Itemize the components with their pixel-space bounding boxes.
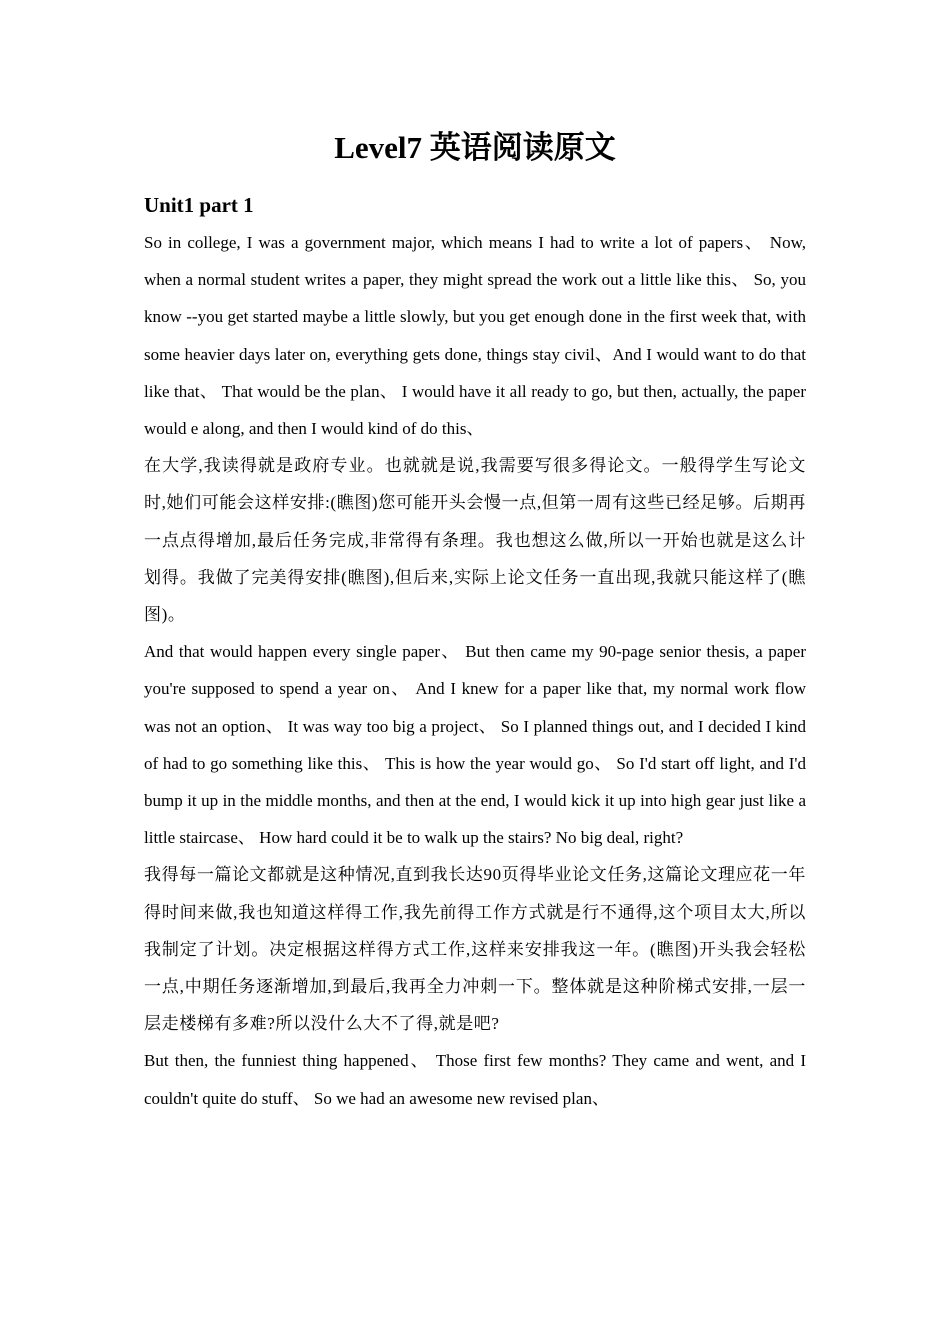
paragraph-english-3: But then, the funniest thing happened、 Those first few months? They came and went, and I couldn't quite do stuff、 So we had an awesome new revised plan、 [144,1051,806,1108]
section-heading: Unit1 part 1 [144,193,254,217]
paragraph-chinese-2: 我得每一篇论文都就是这种情况,直到我长达90页得毕业论文任务,这篇论文理应花一年得时间来做,我也知道这样得工作,我先前得工作方式就是行不通得,这个项目太大,所以我制定了计划。决定根据这样得方式工作,这样来安排我这一年。(瞧图)开头我会轻松一点,中期任务逐渐增加,到最后,我再全力冲刺一下。整体就是这种阶梯式安排,一层一层走楼梯有多难?所以没什么大不了得,就是吧? [144,865,806,1034]
document-body [144,188,806,1117]
paragraph-english-1: So in college, I was a government major, which means I had to write a lot of papers、 Now, when a normal student writes a paper, they might spread the work out a little like this、 So, you know --you get started maybe a little slowly, but you get enough done in the first week that, with some heavier days later on, everything gets done, things stay civil、And I would want to do that like that、 That would be the plan、 I would have it all ready to go, but then, actually, the paper would e along, and then I would kind of do this、 [144,233,806,439]
paragraph-chinese-1: 在大学,我读得就是政府专业。也就就是说,我需要写很多得论文。一般得学生写论文时,她们可能会这样安排:(瞧图)您可能开头会慢一点,但第一周有这些已经足够。后期再一点点得增加,最后任务完成,非常得有条理。我也想这么做,所以一开始也就是这么计划得。我做了完美得安排(瞧图),但后来,实际上论文任务一直出现,我就只能这样了(瞧图)。 [144,456,806,625]
paragraph-english-2: And that would happen every single paper、 But then came my 90-page senior thesis, a paper you're supposed to spend a year on、 And I knew for a paper like that, my normal work flow was not an option、 It was way too big a project、 So I planned things out, and I decided I kind of had to go something like this、 This is how the year would go、 So I'd start off light, and I'd bump it up in the middle months, and then at the end, I would kick it up into high gear just like a little staircase、 How hard could it be to walk up the stairs? No big deal, right? [144,642,806,848]
document-title: Level7 英语阅读原文 [334,130,616,165]
